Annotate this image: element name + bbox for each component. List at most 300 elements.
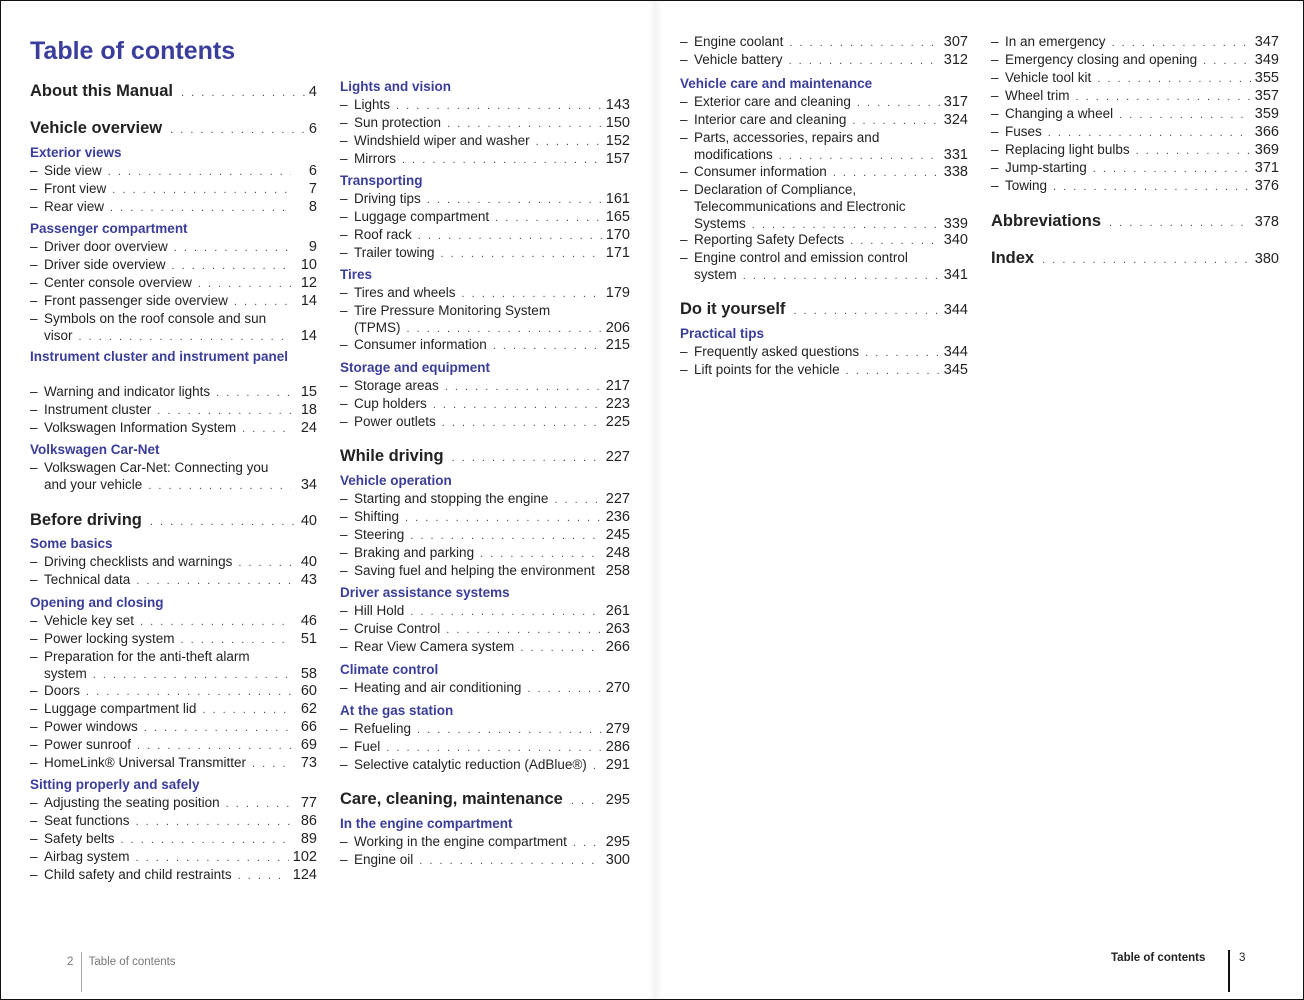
- toc-entry[interactable]: [680, 33, 968, 53]
- entry-title: Front view: [44, 181, 107, 196]
- toc-entry[interactable]: [340, 132, 630, 152]
- leader-dots: [427, 192, 602, 210]
- entry-title: Consumer information: [694, 164, 827, 179]
- leader-dots: [480, 546, 602, 564]
- page-number: 331: [943, 147, 968, 163]
- entry-title: Rear view: [44, 199, 105, 214]
- entry-line: [30, 310, 317, 327]
- toc-chapter-entry[interactable]: [340, 789, 630, 811]
- leader-dots: [445, 379, 602, 397]
- page-number: 291: [605, 757, 630, 773]
- page-number: 152: [605, 133, 630, 149]
- chapter-title: About this Manual: [30, 82, 173, 100]
- leader-dots: [216, 385, 291, 403]
- entry-title: Lights: [354, 97, 391, 112]
- toc-entry[interactable]: [30, 630, 317, 650]
- page-number: 215: [605, 337, 630, 353]
- toc-section-heading: Lights and vision: [340, 79, 452, 94]
- toc-entry[interactable]: [340, 284, 630, 304]
- page-number: 43: [300, 572, 317, 588]
- page-number: 349: [1254, 52, 1279, 68]
- toc-entry[interactable]: [30, 736, 317, 756]
- dash-marker: –: [30, 867, 38, 882]
- leader-dots: [386, 740, 602, 758]
- leader-dots: [405, 510, 602, 528]
- entry-title: Reporting Safety Defects: [694, 232, 845, 247]
- dash-marker: –: [340, 151, 348, 166]
- page-number: 366: [1254, 124, 1279, 140]
- toc-entry-multiline[interactable]: [30, 310, 317, 347]
- page-number: 46: [300, 613, 317, 629]
- toc-entry[interactable]: [30, 419, 317, 439]
- dash-marker: –: [340, 563, 348, 578]
- leader-dots: [573, 835, 602, 853]
- dash-marker: –: [340, 97, 348, 112]
- page-number: 355: [1254, 70, 1279, 86]
- leader-dots: [181, 83, 305, 103]
- toc-entry[interactable]: [680, 93, 968, 113]
- toc-entry[interactable]: [30, 754, 317, 774]
- leader-dots: [1203, 53, 1251, 71]
- dash-marker: –: [340, 337, 348, 352]
- toc-entry[interactable]: [30, 162, 317, 182]
- entry-title: Power sunroof: [44, 737, 132, 752]
- leader-dots: [136, 814, 291, 832]
- leader-dots: [242, 421, 291, 439]
- toc-entry[interactable]: [340, 226, 630, 246]
- page-number: 263: [605, 621, 630, 637]
- entry-title: Changing a wheel: [1005, 106, 1114, 121]
- leader-dots: [198, 276, 291, 294]
- entry-line: [680, 266, 968, 286]
- toc-entry-multiline[interactable]: [340, 302, 630, 339]
- leader-dots: [1119, 107, 1251, 125]
- toc-entry[interactable]: [680, 343, 968, 363]
- dash-marker: –: [30, 163, 38, 178]
- page-number: 340: [943, 232, 968, 248]
- leader-dots: [144, 720, 291, 738]
- chapter-title: Abbreviations: [991, 212, 1102, 230]
- entry-title: Instrument cluster: [44, 402, 152, 417]
- page-number: 344: [943, 302, 968, 318]
- page-title: Table of contents: [30, 37, 236, 65]
- entry-title: Luggage compartment: [354, 209, 490, 224]
- toc-entry[interactable]: [340, 562, 630, 582]
- leader-dots: [850, 233, 940, 251]
- entry-title: Warning and indicator lights: [44, 384, 211, 399]
- toc-section-heading: Storage and equipment: [340, 360, 491, 375]
- dash-marker: –: [30, 719, 38, 734]
- dash-marker: –: [30, 275, 38, 290]
- page-number: 6: [308, 121, 317, 137]
- leader-dots: [1136, 143, 1251, 161]
- toc-section-heading: Exterior views: [30, 145, 122, 160]
- page-number: 227: [605, 449, 630, 465]
- entry-title-line2: and your vehicle: [44, 477, 143, 492]
- toc-entry[interactable]: [30, 866, 317, 886]
- dash-marker: –: [991, 160, 999, 175]
- page-number: 15: [300, 384, 317, 400]
- toc-entry[interactable]: [340, 544, 630, 564]
- toc-entry[interactable]: [340, 190, 630, 210]
- dash-marker: –: [30, 831, 38, 846]
- page-number: 51: [300, 631, 317, 647]
- entry-title: Trailer towing: [354, 245, 435, 260]
- toc-entry[interactable]: [340, 720, 630, 740]
- leader-dots: [442, 415, 602, 433]
- entry-title: Selective catalytic reduction (AdBlue®): [354, 757, 587, 772]
- entry-title: Rear View Camera system: [354, 639, 515, 654]
- entry-title: Fuel: [354, 739, 381, 754]
- toc-entry[interactable]: [340, 377, 630, 397]
- page-number: 18: [300, 402, 317, 418]
- leader-dots: [793, 301, 939, 321]
- page-number: 4: [308, 84, 317, 100]
- entry-title: Technical data: [44, 572, 131, 587]
- toc-entry-multiline[interactable]: [680, 129, 968, 166]
- toc-entry[interactable]: [30, 682, 317, 702]
- toc-entry[interactable]: [680, 163, 968, 183]
- leader-dots: [852, 113, 939, 131]
- entry-title: Tires and wheels: [354, 285, 456, 300]
- toc-entry[interactable]: [30, 401, 317, 421]
- dash-marker: –: [680, 34, 688, 49]
- dash-marker: –: [340, 757, 348, 772]
- page-number: 170: [605, 227, 630, 243]
- toc-entry[interactable]: [30, 794, 317, 814]
- leader-dots: [181, 632, 291, 650]
- toc-entry-multiline[interactable]: [680, 249, 968, 286]
- toc-chapter-entry[interactable]: [991, 248, 1279, 270]
- toc-entry[interactable]: [340, 490, 630, 510]
- toc-entry[interactable]: [30, 612, 317, 632]
- entry-title: Volkswagen Information System: [44, 420, 237, 435]
- toc-chapter-entry[interactable]: [340, 446, 630, 468]
- page-number: 86: [300, 813, 317, 829]
- toc-section-heading: At the gas station: [340, 703, 454, 718]
- entry-title: Interior care and cleaning: [694, 112, 847, 127]
- leader-dots: [79, 329, 291, 347]
- leader-dots: [402, 152, 602, 170]
- dash-marker: –: [340, 509, 348, 524]
- entry-line: [30, 648, 317, 665]
- footer-divider-right: [1228, 950, 1230, 992]
- entry-line: [680, 249, 968, 266]
- page-number: 236: [605, 509, 630, 525]
- entry-title: Driver side overview: [44, 257, 166, 272]
- toc-entry[interactable]: [340, 413, 630, 433]
- toc-entry[interactable]: [30, 238, 317, 258]
- dash-marker: –: [340, 245, 348, 260]
- entry-title: Luggage compartment lid: [44, 701, 197, 716]
- chapter-title: While driving: [340, 447, 444, 465]
- footer-divider-left: [81, 952, 82, 992]
- toc-entry[interactable]: [340, 395, 630, 415]
- page-number: 58: [300, 666, 317, 682]
- dash-marker: –: [680, 344, 688, 359]
- entry-title: Towing: [1005, 178, 1048, 193]
- toc-entry[interactable]: [30, 812, 317, 832]
- leader-dots: [1109, 213, 1251, 233]
- leader-dots: [789, 35, 939, 53]
- toc-entry[interactable]: [30, 571, 317, 591]
- leader-dots: [238, 555, 291, 573]
- dash-marker: –: [30, 683, 38, 698]
- leader-dots: [571, 791, 602, 811]
- toc-entry[interactable]: [340, 738, 630, 758]
- leader-dots: [447, 116, 602, 134]
- toc-entry[interactable]: [340, 851, 630, 871]
- toc-chapter-entry[interactable]: [30, 510, 317, 532]
- page-number: 206: [605, 320, 630, 336]
- toc-section-heading: In the engine compartment: [340, 816, 513, 831]
- toc-entry[interactable]: [30, 848, 317, 868]
- dash-marker: –: [340, 396, 348, 411]
- dash-marker: –: [340, 115, 348, 130]
- toc-entry[interactable]: [991, 177, 1279, 197]
- toc-entry[interactable]: [340, 756, 630, 776]
- toc-entry[interactable]: [340, 96, 630, 116]
- entry-title-line1: Tire Pressure Monitoring System: [354, 303, 551, 318]
- page-number: 34: [300, 477, 317, 493]
- entry-line: [680, 181, 968, 198]
- toc-chapter-entry[interactable]: [30, 81, 317, 103]
- page-number: 223: [605, 396, 630, 412]
- leader-dots: [1076, 89, 1251, 107]
- toc-entry[interactable]: [680, 361, 968, 381]
- page-number: 69: [300, 737, 317, 753]
- entry-line: [680, 198, 968, 215]
- toc-entry-multiline[interactable]: [680, 181, 968, 235]
- entry-title-line2: modifications: [694, 147, 773, 162]
- toc-section-heading: Vehicle operation: [340, 473, 452, 488]
- page-number: 12: [300, 275, 317, 291]
- toc-chapter-entry[interactable]: [30, 118, 317, 140]
- dash-marker: –: [340, 303, 348, 318]
- dash-marker: –: [30, 199, 38, 214]
- dash-marker: –: [680, 182, 688, 197]
- dash-marker: –: [340, 227, 348, 242]
- toc-entry[interactable]: [30, 180, 317, 200]
- dash-marker: –: [30, 701, 38, 716]
- entry-title: Wheel trim: [1005, 88, 1070, 103]
- toc-entry[interactable]: [30, 292, 317, 312]
- leader-dots: [536, 134, 602, 152]
- dash-marker: –: [991, 52, 999, 67]
- toc-section-heading: Practical tips: [680, 326, 765, 341]
- leader-dots: [857, 95, 940, 113]
- toc-entry[interactable]: [30, 700, 317, 720]
- leader-dots: [86, 684, 291, 702]
- toc-entry[interactable]: [680, 231, 968, 251]
- toc-entry[interactable]: [680, 51, 968, 71]
- leader-dots: [410, 604, 602, 622]
- toc-entry[interactable]: [30, 830, 317, 850]
- page-number: 261: [605, 603, 630, 619]
- toc-entry[interactable]: [340, 508, 630, 528]
- toc-entry[interactable]: [30, 553, 317, 573]
- leader-dots: [1053, 179, 1251, 197]
- entry-title: Frequently asked questions: [694, 344, 860, 359]
- toc-entry[interactable]: [340, 244, 630, 264]
- footer-left: [67, 956, 176, 968]
- entry-title: In an emergency: [1005, 34, 1106, 49]
- entry-title-line1: Volkswagen Car-Net: Connecting you: [44, 460, 269, 475]
- toc-entry[interactable]: [30, 383, 317, 403]
- entry-title: Emergency closing and opening: [1005, 52, 1198, 67]
- entry-title: Driving tips: [354, 191, 421, 206]
- page-number: 161: [605, 191, 630, 207]
- entry-title: Replacing light bulbs: [1005, 142, 1130, 157]
- dash-marker: –: [30, 293, 38, 308]
- dash-marker: –: [340, 133, 348, 148]
- entry-title: Working in the engine compartment: [354, 834, 567, 849]
- leader-dots: [202, 702, 291, 720]
- toc-section-heading: Sitting properly and safely: [30, 777, 200, 792]
- entry-title: Storage areas: [354, 378, 439, 393]
- page-number: 270: [605, 680, 630, 696]
- dash-marker: –: [680, 112, 688, 127]
- dash-marker: –: [991, 178, 999, 193]
- toc-section-heading: Passenger compartment: [30, 221, 188, 236]
- leader-dots: [446, 622, 602, 640]
- dash-marker: –: [340, 414, 348, 429]
- leader-dots: [148, 478, 291, 496]
- dash-marker: –: [30, 649, 38, 664]
- entry-title: Child safety and child restraints: [44, 867, 232, 882]
- toc-entry[interactable]: [340, 638, 630, 658]
- toc-entry[interactable]: [340, 833, 630, 853]
- entry-title: Jump-starting: [1005, 160, 1087, 175]
- entry-title: Vehicle key set: [44, 613, 135, 628]
- toc-chapter-entry[interactable]: [680, 299, 968, 321]
- toc-section-heading: Instrument cluster and instrument panel: [30, 349, 289, 364]
- page-number: 10: [300, 257, 317, 273]
- leader-dots: [601, 564, 602, 582]
- page-number: 60: [300, 683, 317, 699]
- leader-dots: [462, 286, 602, 304]
- page-number: 225: [605, 414, 630, 430]
- dash-marker: –: [680, 232, 688, 247]
- dash-marker: –: [30, 849, 38, 864]
- entry-title: Steering: [354, 527, 405, 542]
- toc-section-heading: Vehicle care and maintenance: [680, 76, 873, 91]
- page-number: 338: [943, 164, 968, 180]
- toc-chapter-entry[interactable]: [991, 211, 1279, 233]
- toc-entry[interactable]: [340, 602, 630, 622]
- dash-marker: –: [30, 795, 38, 810]
- entry-title-line1: Symbols on the roof console and sun: [44, 311, 267, 326]
- toc-entry[interactable]: [340, 208, 630, 228]
- dash-marker: –: [30, 239, 38, 254]
- toc-entry[interactable]: [991, 105, 1279, 125]
- entry-title: Driver door overview: [44, 239, 168, 254]
- toc-entry[interactable]: [340, 114, 630, 134]
- entry-title: Front passenger side overview: [44, 293, 228, 308]
- chapter-title: Do it yourself: [680, 300, 786, 318]
- toc-entry[interactable]: [991, 51, 1279, 71]
- dash-marker: –: [340, 545, 348, 560]
- dash-marker: –: [680, 130, 688, 145]
- leader-dots: [226, 796, 291, 814]
- page-number: 279: [605, 721, 630, 737]
- toc-entry[interactable]: [30, 256, 317, 276]
- toc-entry[interactable]: [30, 718, 317, 738]
- dash-marker: –: [680, 94, 688, 109]
- leader-dots: [441, 246, 602, 264]
- page-spine: [649, 1, 663, 999]
- page-number: 62: [300, 701, 317, 717]
- entry-title-line3: Systems: [694, 216, 746, 231]
- leader-dots: [170, 120, 305, 140]
- page-number: 266: [605, 639, 630, 655]
- page-number: 286: [605, 739, 630, 755]
- toc-entry[interactable]: [991, 141, 1279, 161]
- toc-entry[interactable]: [340, 336, 630, 356]
- dash-marker: –: [30, 257, 38, 272]
- page-number: 300: [605, 852, 630, 868]
- leader-dots: [136, 573, 291, 591]
- entry-line: [30, 327, 317, 347]
- dash-marker: –: [340, 527, 348, 542]
- page-number: 9: [308, 239, 317, 255]
- toc-entry[interactable]: [991, 33, 1279, 53]
- toc-entry[interactable]: [991, 123, 1279, 143]
- toc-entry-multiline[interactable]: [30, 459, 317, 496]
- toc-section-heading: Opening and closing: [30, 595, 164, 610]
- page-number: 347: [1254, 34, 1279, 50]
- entry-title: Side view: [44, 163, 102, 178]
- entry-title: Hill Hold: [354, 603, 405, 618]
- entry-title: Saving fuel and helping the environment: [354, 563, 595, 578]
- entry-title: Engine oil: [354, 852, 414, 867]
- leader-dots: [252, 756, 291, 774]
- page-number: 14: [300, 293, 317, 309]
- toc-entry[interactable]: [991, 159, 1279, 179]
- entry-title-line1: Engine control and emission control: [694, 250, 908, 265]
- dash-marker: –: [340, 491, 348, 506]
- toc-entry-multiline[interactable]: [30, 648, 317, 685]
- leader-dots: [108, 164, 291, 182]
- dash-marker: –: [340, 739, 348, 754]
- dash-marker: –: [340, 621, 348, 636]
- toc-entry[interactable]: [340, 150, 630, 170]
- page-number: 307: [943, 34, 968, 50]
- leader-dots: [743, 268, 940, 286]
- toc-entry[interactable]: [340, 679, 630, 699]
- leader-dots: [136, 850, 289, 868]
- toc-section-heading: Driver assistance systems: [340, 585, 510, 600]
- leader-dots: [527, 681, 601, 699]
- entry-title: Heating and air conditioning: [354, 680, 522, 695]
- toc-entry[interactable]: [991, 69, 1279, 89]
- dash-marker: –: [30, 181, 38, 196]
- page-number: 371: [1254, 160, 1279, 176]
- toc-entry[interactable]: [680, 111, 968, 131]
- entry-title: Vehicle tool kit: [1005, 70, 1092, 85]
- entry-line: [340, 302, 630, 319]
- dash-marker: –: [340, 603, 348, 618]
- leader-dots: [410, 528, 602, 546]
- toc-entry[interactable]: [30, 198, 317, 218]
- toc-entry[interactable]: [340, 620, 630, 640]
- toc-entry[interactable]: [340, 526, 630, 546]
- toc-entry[interactable]: [30, 274, 317, 294]
- entry-title-line2: system: [44, 666, 87, 681]
- entry-title: Power locking system: [44, 631, 175, 646]
- dash-marker: –: [30, 402, 38, 417]
- toc-entry[interactable]: [991, 87, 1279, 107]
